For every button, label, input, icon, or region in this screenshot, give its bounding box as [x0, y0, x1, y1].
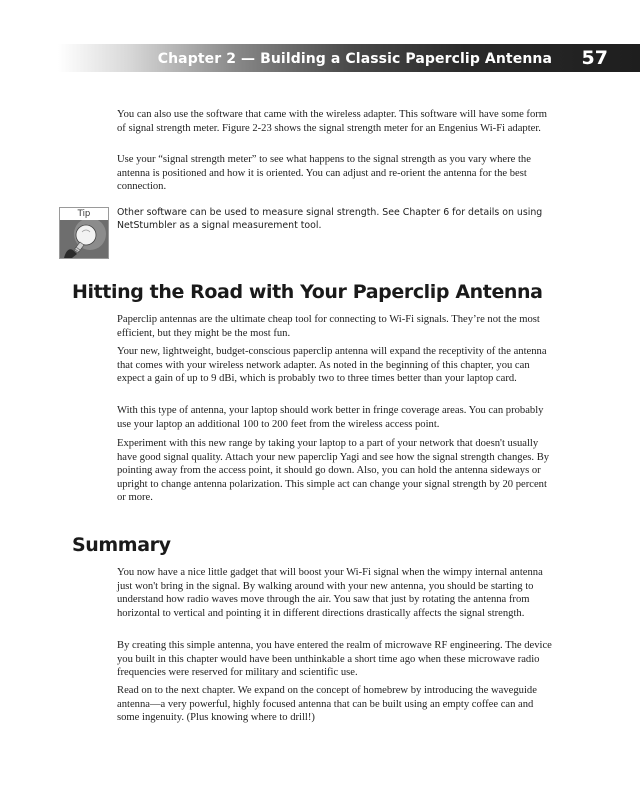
section-paragraph: With this type of antenna, your laptop should work better in fringe coverage areas. You can probably use your laptop an additional 100 to 200 feet from the wireless access point. — [117, 405, 544, 430]
section-paragraph: Your new, lightweight, budget-conscious paperclip antenna will expand the receptivity of the antenna that comes with your wireless network adapter. As noted in the beginning of this chapter, you can expect a gain of up to 9 dBi, which is probably two to three times better than your laptop card. — [117, 346, 547, 385]
section-paragraph: Paperclip antennas are the ultimate cheap tool for connecting to Wi-Fi signals. They’re not the most efficient, but they might be the most fun. — [117, 314, 540, 339]
chapter-title: Chapter 2 — Building a Classic Paperclip Antenna — [157, 51, 552, 67]
tip-text: Other software can be used to measure signal strength. See Chapter 6 for details on using NetStumbler as a signal measurement tool. — [117, 207, 543, 231]
lightbulb-icon — [60, 220, 108, 258]
section-paragraph: By creating this simple antenna, you have entered the realm of microwave RF engineering. The device you built in this chapter would have been unthinkable a short time ago when these microwave radio frequencies were reserved for military and scientific use. — [117, 640, 552, 679]
section-paragraph: Experiment with this new range by taking your laptop to a part of your network that doesn't usually have good signal quality. Attach your new paperclip Yagi and see how the signal strength changes. By pointing away from the access point, it should go down. Also, you can hold the antenna sideways or upright to change antenna polarization. This simple act can change your signal strength by 20 percent or more. — [117, 438, 550, 504]
chapter-header-bar — [58, 44, 640, 72]
intro-paragraph: You can also use the software that came with the wireless adapter. This software will have some form of signal strength meter. Figure 2-23 shows the signal strength meter for an Engenius Wi-Fi adapter. — [117, 109, 548, 134]
section-paragraph: Read on to the next chapter. We expand on the concept of homebrew by introducing the waveguide antenna—a very powerful, highly focused antenna that can be built using an empty coffee can and some ingenuity. (Plus knowing where to drill!) — [117, 685, 537, 724]
section-heading-road: Hitting the Road with Your Paperclip Antenna — [72, 281, 543, 303]
tip-label: Tip — [77, 209, 91, 219]
section-heading-summary: Summary — [72, 534, 171, 556]
section-paragraph: You now have a nice little gadget that will boost your Wi-Fi signal when the wimpy internal antenna just won't bring in the signal. By walking around with your new antenna, you should be starting to understand how radio waves move through the air. You saw that just by rotating the antenna from horizontal to vertical and pointing it in different directions drastically affects the signal strength. — [117, 567, 543, 619]
page-number: 57 — [581, 47, 608, 69]
intro-paragraph: Use your “signal strength meter” to see what happens to the signal strength as you vary where the antenna is positioned and how it is oriented. You can adjust and re-orient the antenna for the best connection. — [117, 154, 531, 193]
tip-box — [59, 207, 109, 259]
